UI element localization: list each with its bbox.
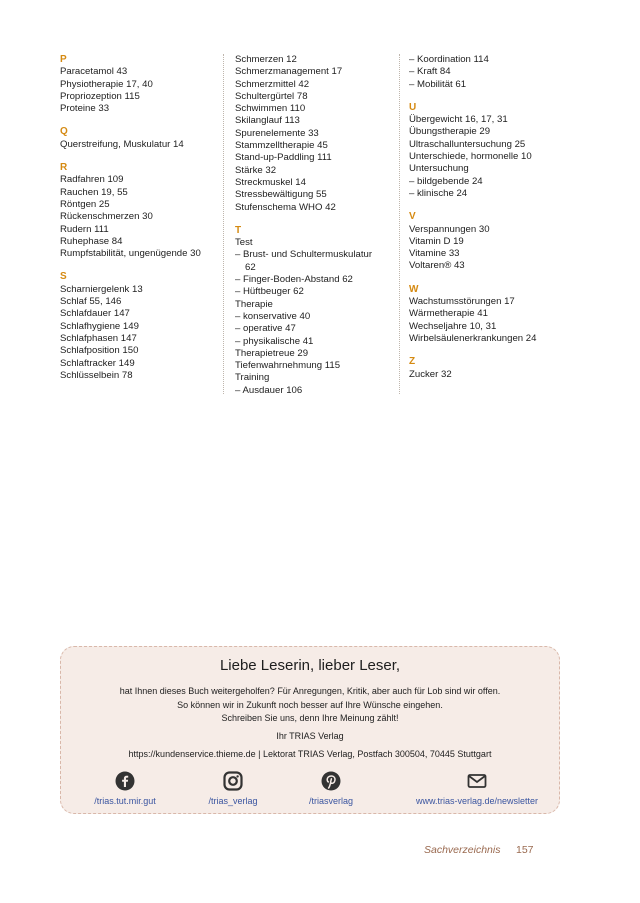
index-entry: Streckmuskel 14 (235, 176, 306, 188)
index-entry: Rudern 111 (60, 223, 109, 235)
index-entry: Verspannungen 30 (409, 223, 490, 235)
index-entry: 62 (245, 261, 256, 273)
index-entry: Schlafphasen 147 (60, 332, 137, 344)
social-newsletter[interactable] (397, 771, 557, 806)
index-entry: Schmerzmittel 42 (235, 78, 310, 90)
mail-icon (467, 771, 487, 791)
facebook-icon (115, 771, 135, 791)
social-pinterest[interactable] (283, 771, 379, 806)
index-entry: Querstreifung, Muskulatur 14 (60, 138, 184, 150)
index-group (409, 102, 569, 200)
index-entry: Vitamin D 19 (409, 235, 464, 247)
index-group (409, 211, 569, 272)
index-entry: Stärke 32 (235, 164, 277, 176)
index-entry: Spurenelemente 33 (235, 127, 319, 139)
index-entry: Tiefenwahrnehmung 115 (235, 360, 341, 372)
index-entry: Stressbewältigung 55 (235, 189, 327, 201)
index-entry: Schlafhygiene 149 (60, 320, 139, 332)
index-entry: Stammzelltherapie 45 (235, 140, 328, 152)
index-entry: – konservative 40 (235, 310, 311, 322)
index-entry: Rückenschmerzen 30 (60, 211, 153, 223)
index-entry: Unterschiede, hormonelle 10 (409, 151, 532, 163)
index-letter: Z (409, 356, 416, 368)
column-separator (399, 54, 400, 394)
index-group (60, 271, 222, 382)
index-entry: Schwimmen 110 (235, 103, 306, 115)
social-facebook[interactable] (61, 771, 189, 806)
index-entry: – Kraft 84 (409, 66, 451, 78)
index-letter: V (409, 211, 416, 223)
feedback-line: hat Ihnen dieses Buch weitergeholfen? Für Anregungen, Kritik, aber auch für Lob sind wir offen. (119, 686, 501, 696)
reader-feedback-box (60, 646, 560, 814)
index-entry: Schultergürtel 78 (235, 90, 308, 102)
index-entry: Schmerzen 12 (235, 54, 297, 65)
index-letter: U (409, 101, 417, 113)
index-entry: Paracetamol 43 (60, 66, 128, 78)
index-letter: R (60, 162, 68, 174)
contact-line: https://kundenservice.thieme.de | Lektorat TRIAS Verlag, Postfach 300504, 70445 Stuttgart (128, 749, 492, 759)
index-entry: Schmerzmanagement 17 (235, 66, 343, 78)
social-label[interactable]: /triasverlag (308, 796, 353, 806)
index-letter: W (409, 283, 419, 295)
index-entry: Schlafposition 150 (60, 345, 139, 357)
index-entry: Übungstherapie 29 (409, 126, 491, 138)
index-entry: Physiotherapie 17, 40 (60, 78, 153, 90)
index-entry: – Ausdauer 106 (235, 384, 303, 396)
index-letter: S (60, 271, 67, 283)
page-number: 157 (516, 844, 534, 856)
index-group (409, 54, 569, 91)
index-entry: Untersuchung (409, 163, 469, 175)
index-entry: Skilanglauf 113 (235, 115, 300, 127)
instagram-icon (223, 771, 243, 791)
index-column-3 (409, 54, 569, 381)
index-entry: Zucker 32 (409, 368, 452, 380)
index-entry: Propriozeption 115 (60, 90, 140, 102)
index-entry: – Koordination 114 (409, 54, 489, 65)
pinterest-icon (321, 771, 341, 791)
index-letter: Q (60, 126, 68, 138)
index-columns (60, 54, 560, 394)
index-entry: Schlaf 55, 146 (60, 296, 122, 308)
index-entry: – klinische 24 (409, 187, 468, 199)
index-entry: Ultraschalluntersuchung 25 (409, 138, 526, 150)
index-entry: Schlüsselbein 78 (60, 369, 133, 381)
index-entry: Wachstumsstörungen 17 (409, 296, 515, 308)
index-entry: Proteine 33 (60, 103, 110, 115)
index-entry: Ruhephase 84 (60, 235, 123, 247)
index-entry: Wirbelsäulenerkrankungen 24 (409, 332, 537, 344)
index-entry: Vitamine 33 (409, 248, 460, 260)
index-group (235, 54, 400, 214)
index-entry: – operative 47 (235, 323, 296, 335)
index-entry: Rumpfstabilität, ungenügende 30 (60, 248, 201, 260)
index-entry: Schlafdauer 147 (60, 308, 130, 320)
index-entry: Röntgen 25 (60, 198, 110, 210)
social-label[interactable]: /trias_verlag (208, 796, 258, 806)
index-entry: Scharniergelenk 13 (60, 283, 143, 295)
running-footer-section: Sachverzeichnis (424, 844, 501, 856)
publisher-signature: Ihr TRIAS Verlag (276, 731, 344, 741)
index-column-1 (60, 54, 222, 382)
index-group (409, 356, 569, 381)
feedback-line: So können wir in Zukunft noch besser auf Ihre Wünsche eingehen. (177, 699, 443, 710)
index-entry: Rauchen 19, 55 (60, 186, 128, 198)
index-entry: – physikalische 41 (235, 335, 314, 347)
index-group (60, 162, 222, 260)
index-group (60, 126, 222, 151)
index-group (60, 54, 222, 115)
social-label[interactable]: /trias.tut.mir.gut (94, 796, 156, 806)
index-group (235, 225, 400, 397)
index-entry: Training (235, 372, 270, 384)
index-letter: P (60, 54, 67, 65)
index-entry: Wärmetherapie 41 (409, 308, 488, 320)
index-entry: Therapietreue 29 (235, 347, 309, 359)
index-entry: Schlaftracker 149 (60, 357, 135, 369)
index-entry: – Hüftbeuger 62 (235, 286, 304, 298)
index-entry: – bildgebende 24 (409, 175, 483, 187)
index-group (409, 284, 569, 345)
index-entry: Übergewicht 16, 17, 31 (409, 114, 508, 126)
feedback-line: Schreiben Sie uns, denn Ihre Meinung zählt! (221, 713, 399, 723)
index-letter: T (235, 224, 242, 236)
index-column-2 (235, 54, 400, 397)
index-entry: Wechseljahre 10, 31 (409, 320, 497, 332)
social-instagram[interactable] (189, 771, 277, 806)
index-entry: – Finger-Boden-Abstand 62 (235, 274, 353, 286)
feedback-text (61, 685, 559, 726)
index-entry: Therapie (235, 298, 273, 310)
index-entry: – Brust- und Schultermuskulatur (235, 249, 373, 261)
feedback-title: Liebe Leserin, lieber Leser, (219, 657, 401, 674)
index-entry: – Mobilität 61 (409, 78, 467, 90)
index-entry: Voltaren® 43 (409, 260, 465, 272)
social-label[interactable]: www.trias-verlag.de/newsletter (415, 796, 539, 806)
index-entry: Stand-up-Paddling 111 (235, 152, 332, 164)
index-entry: Radfahren 109 (60, 174, 124, 186)
column-separator (223, 54, 224, 394)
index-entry: Test (235, 237, 253, 249)
index-entry: Stufenschema WHO 42 (235, 201, 336, 213)
